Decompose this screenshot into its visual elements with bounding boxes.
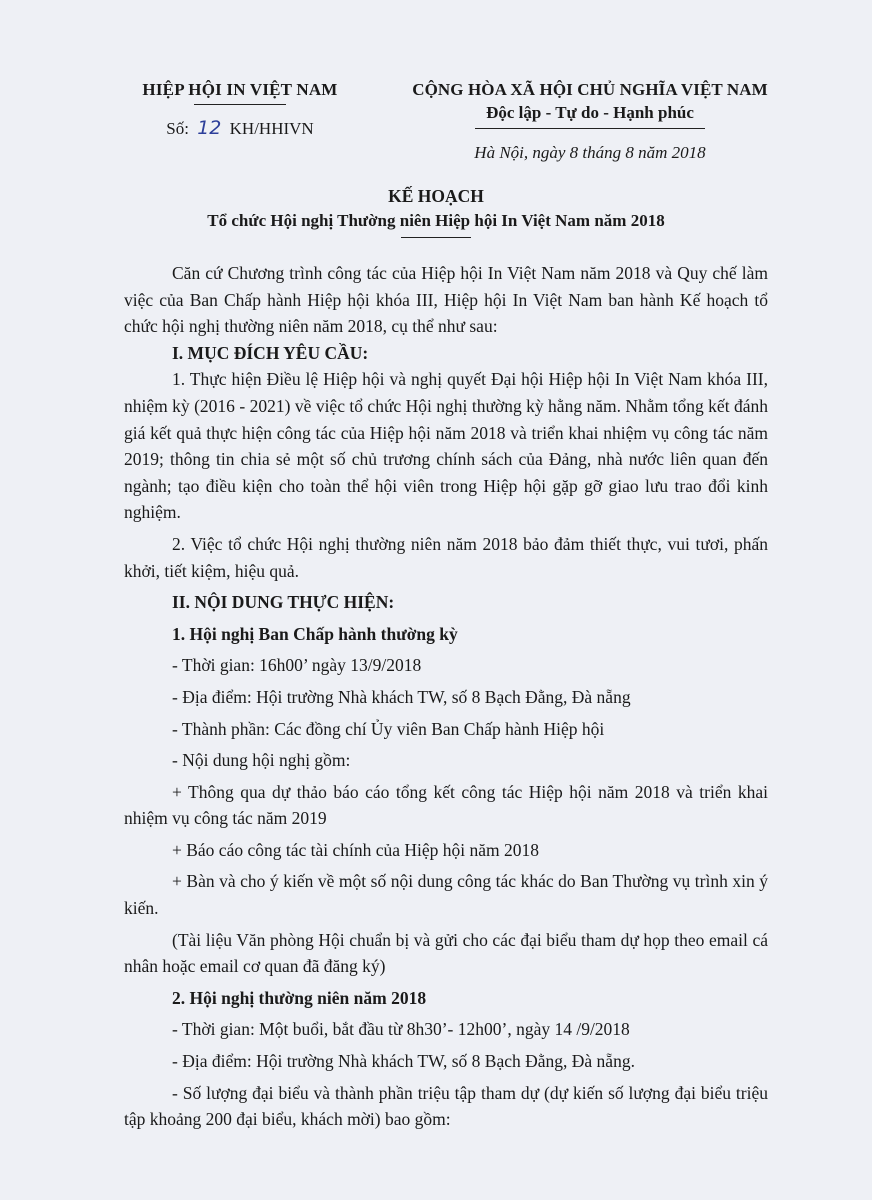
- subsection-2-heading: 2. Hội nghị thường niên năm 2018: [172, 987, 427, 1008]
- subsection-1-note: (Tài liệu Văn phòng Hội chuẩn bị và gửi cho các đại biểu tham dự họp theo email cá nhân hoặc email cơ quan đã đăng ký): [124, 929, 768, 977]
- section-1-paragraph-2: 2. Việc tổ chức Hội nghị thường niên năm 2018 bảo đảm thiết thực, vui tươi, phấn khởi, tiết kiệm, hiệu quả.: [124, 533, 768, 581]
- issuer-block: [110, 80, 370, 139]
- issuer-underline: [194, 104, 286, 105]
- section-1-heading: I. MỤC ĐÍCH YÊU CẦU:: [172, 342, 369, 363]
- section-2-heading: II. NỘI DUNG THỰC HIỆN:: [172, 592, 395, 613]
- document-number-prefix: Số:: [166, 119, 189, 138]
- subsection-2-place: - Địa điểm: Hội trường Nhà khách TW, số 8 Bạch Đằng, Đà nẵng.: [172, 1051, 635, 1072]
- subsection-1-time: - Thời gian: 16h00’ ngày 13/9/2018: [172, 655, 422, 676]
- national-header: [405, 80, 775, 163]
- title-block: [120, 186, 752, 238]
- document-title: KẾ HOẠCH: [388, 186, 484, 206]
- issuer-name: HIỆP HỘI IN VIỆT NAM: [142, 80, 338, 99]
- subsection-1-members: - Thành phần: Các đồng chí Ủy viên Ban Chấp hành Hiệp hội: [172, 718, 605, 739]
- document-number-suffix: KH/HHIVN: [229, 119, 314, 138]
- place-date: Hà Nội, ngày 8 tháng 8 năm 2018: [474, 143, 706, 162]
- subsection-1-heading: 1. Hội nghị Ban Chấp hành thường kỳ: [172, 623, 458, 644]
- section-1-paragraph-1: 1. Thực hiện Điều lệ Hiệp hội và nghị quyết Đại hội Hiệp hội In Việt Nam khóa III, nhiệm kỳ (2016 - 2021) về việc tổ chức Hội nghị thường kỳ hằng năm. Nhằm tổng kết đánh giá kết quả thực hiện công tác của Hiệp hội năm 2018 và triển khai nhiệm vụ công tác năm 2019; thông tin chia sẻ một số chủ trương chính sách của Đảng, nhà nước liên quan đến ngành; tạo điều kiện cho toàn thể hội viên trong Hiệp hội gặp gỡ giao lưu trao đổi kinh nghiệm.: [124, 369, 768, 523]
- national-title: CỘNG HÒA XÃ HỘI CHỦ NGHĨA VIỆT NAM: [412, 80, 768, 99]
- subsection-1-content-label: - Nội dung hội nghị gồm:: [172, 750, 351, 771]
- subsection-1-item-2: + Báo cáo công tác tài chính của Hiệp hội năm 2018: [172, 839, 540, 860]
- document-number: [110, 117, 370, 139]
- subsection-2-time: - Thời gian: Một buổi, bắt đầu từ 8h30’- 12h00’, ngày 14 /9/2018: [172, 1019, 630, 1040]
- national-motto: Độc lập - Tự do - Hạnh phúc: [486, 103, 694, 122]
- subsection-2-delegates: - Số lượng đại biểu và thành phần triệu tập tham dự (dự kiến số lượng đại biểu triệu tập khoảng 200 đại biểu, khách mời) bao gồm:: [124, 1082, 768, 1130]
- document-subtitle: Tổ chức Hội nghị Thường niên Hiệp hội In Việt Nam năm 2018: [207, 211, 665, 230]
- subsection-1-place: - Địa điểm: Hội trường Nhà khách TW, số 8 Bạch Đằng, Đà nẵng: [172, 686, 631, 707]
- document-number-handwritten: 12: [197, 117, 222, 139]
- subsection-1-item-3: + Bàn và cho ý kiến về một số nội dung công tác khác do Ban Thường vụ trình xin ý kiến.: [124, 871, 768, 919]
- document-body: [124, 260, 768, 1133]
- intro-paragraph: Căn cứ Chương trình công tác của Hiệp hội In Việt Nam năm 2018 và Quy chế làm việc của Ban Chấp hành Hiệp hội khóa III, Hiệp hội In Việt Nam ban hành Kế hoạch tổ chức hội nghị thường niên năm 2018, cụ thể như sau:: [124, 263, 768, 337]
- title-underline: [401, 237, 471, 238]
- subsection-1-item-1: + Thông qua dự thảo báo cáo tổng kết công tác Hiệp hội năm 2018 và triển khai nhiệm vụ công tác năm 2019: [124, 781, 768, 829]
- motto-underline: [475, 128, 705, 129]
